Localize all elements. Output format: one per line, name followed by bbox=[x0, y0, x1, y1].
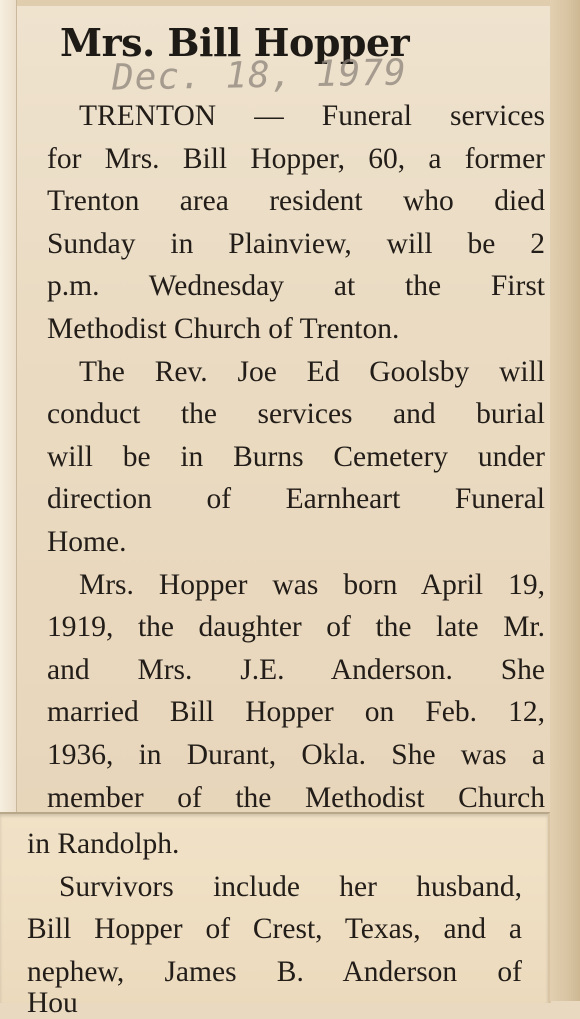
body-line: Trenton area resident who died bbox=[47, 185, 545, 218]
body-line: conduct the services and burial bbox=[47, 398, 545, 431]
body-line: 1936, in Durant, Okla. She was a bbox=[47, 738, 545, 771]
body-line: Methodist Church of Trenton. bbox=[47, 312, 400, 345]
body-line: The Rev. Joe Ed Goolsby will bbox=[79, 355, 545, 388]
obituary-body bbox=[47, 95, 545, 819]
body-line: member of the Methodist Church bbox=[47, 781, 545, 814]
body-line: and Mrs. J.E. Anderson. She bbox=[47, 653, 545, 686]
body-line: will be in Burns Cemetery under bbox=[47, 440, 545, 473]
body-line: direction of Earnheart Funeral bbox=[47, 483, 545, 516]
cutoff-text: Hou bbox=[27, 987, 78, 1019]
body-line: nephew, James B. Anderson of bbox=[27, 955, 522, 988]
handwritten-date: Dec. 18, 1979 bbox=[111, 52, 408, 99]
body-line: in Randolph. bbox=[27, 828, 180, 860]
body-line: TRENTON — Funeral services bbox=[79, 100, 545, 132]
obituary-continued bbox=[27, 823, 522, 993]
body-line: p.m. Wednesday at the First bbox=[47, 270, 545, 303]
clipping-top-edge bbox=[0, 0, 580, 6]
clipping-right-edge bbox=[550, 0, 580, 1001]
body-line: Mrs. Hopper was born April 19, bbox=[79, 568, 545, 601]
body-line: Bill Hopper of Crest, Texas, and a bbox=[27, 913, 522, 946]
body-line: Home. bbox=[47, 525, 127, 558]
body-line: for Mrs. Bill Hopper, 60, a former bbox=[47, 142, 545, 175]
body-line: married Bill Hopper on Feb. 12, bbox=[47, 696, 545, 729]
body-line: Survivors include her husband, bbox=[59, 870, 522, 903]
body-line: Sunday in Plainview, will be 2 bbox=[47, 227, 545, 260]
clipping-left-edge bbox=[0, 0, 17, 815]
obituary-headline: Mrs. Bill Hopper bbox=[60, 20, 410, 65]
body-line: 1919, the daughter of the late Mr. bbox=[47, 611, 545, 644]
cutoff-line bbox=[27, 987, 87, 1019]
